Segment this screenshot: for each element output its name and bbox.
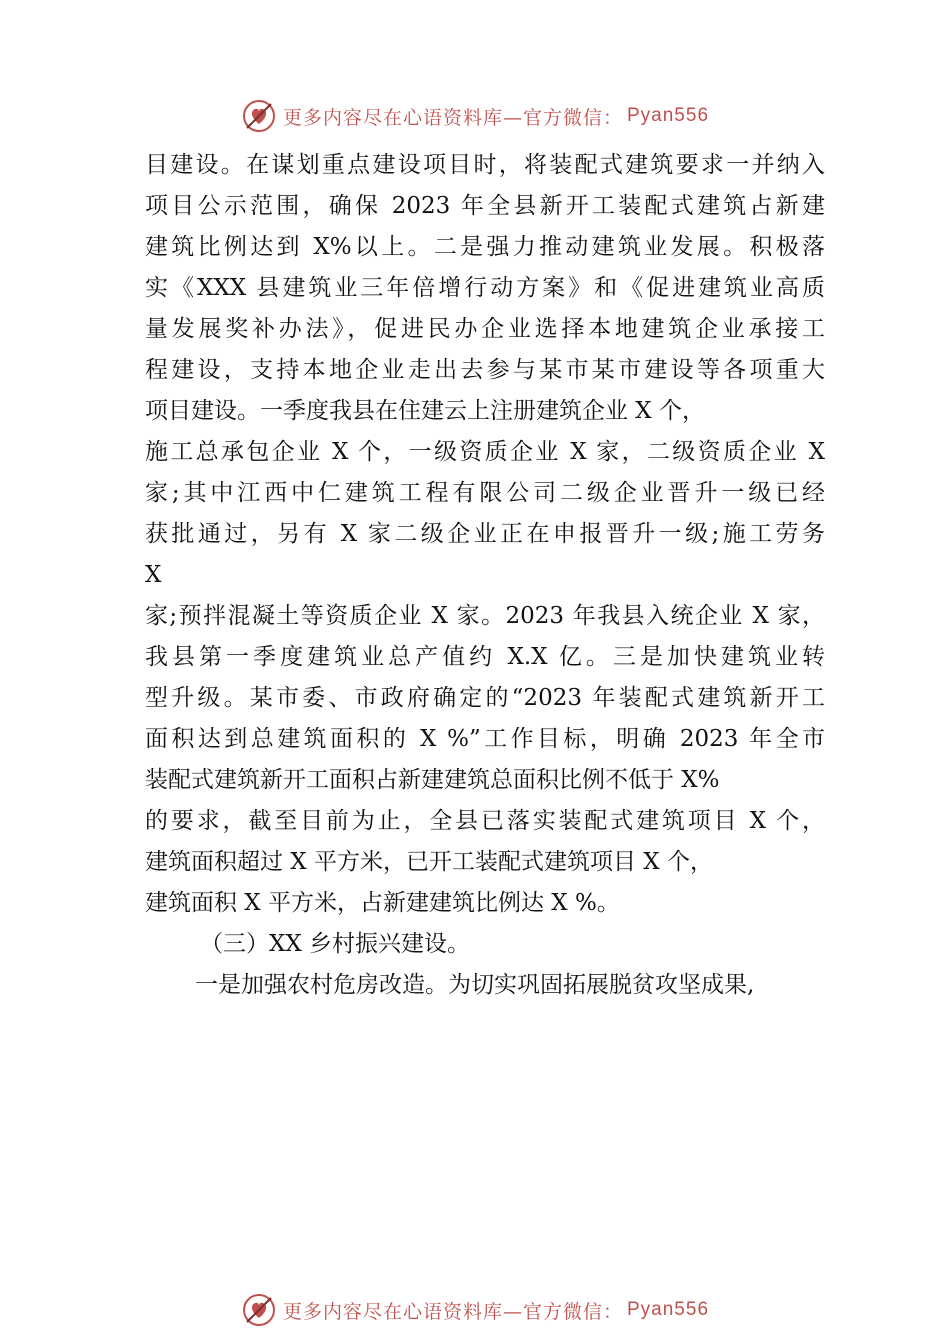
paragraph-line: 我县第一季度建筑业总产值约 X.X 亿。三是加快建筑业转 xyxy=(145,644,825,670)
section-heading: （三）XX 乡村振兴建设。 xyxy=(200,931,471,957)
watermark-handle: Pyan556 xyxy=(627,105,710,126)
paragraph-line: 建筑面积超过 X 平方米，已开工装配式建筑项目 X 个， xyxy=(145,849,713,875)
paragraph-line: 目建设。在谋划重点建设项目时，将装配式建筑要求一并纳入 xyxy=(145,152,825,178)
document-body xyxy=(145,145,825,1006)
paragraph-line: 家;其中江西中仁建筑工程有限公司二级企业晋升一级已经 xyxy=(145,480,825,506)
paragraph-line: 施工总承包企业 X 个，一级资质企业 X 家，二级资质企业 X xyxy=(145,439,825,465)
paragraph-line: 型升级。某市委、市政府确定的“2023 年装配式建筑新开工 xyxy=(145,685,825,711)
paragraph-line: 项目公示范围，确保 2023 年全县新开工装配式建筑占新建 xyxy=(145,193,825,219)
watermark-text: 更多内容尽在心语资料库—官方微信： xyxy=(282,1300,623,1323)
paragraph-line: 量发展奖补办法》，促进民办企业选择本地建筑企业承接工 xyxy=(145,316,825,342)
heart-arrow-logo-icon xyxy=(241,1292,277,1328)
watermark-header xyxy=(0,96,950,136)
watermark-footer xyxy=(0,1290,950,1330)
paragraph-line: 家;预拌混凝土等资质企业 X 家。2023 年我县入统企业 X 家， xyxy=(145,603,825,629)
paragraph-line: 面积达到总建筑面积的 X %”工作目标，明确 2023 年全市 xyxy=(145,726,825,752)
paragraph-line: 实《XXX 县建筑业三年倍增行动方案》和《促进建筑业高质 xyxy=(145,275,825,301)
paragraph-line: 建筑比例达到 X%以上。二是强力推动建筑业发展。积极落 xyxy=(145,234,825,260)
watermark-text: 更多内容尽在心语资料库—官方微信： xyxy=(282,106,623,129)
heart-arrow-logo-icon xyxy=(241,98,277,134)
paragraph-line: 获批通过，另有 X 家二级企业正在申报晋升一级;施工劳务 xyxy=(145,521,825,547)
paragraph-line: 程建设，支持本地企业走出去参与某市某市建设等各项重大 xyxy=(145,357,825,383)
paragraph-line: 项目建设。一季度我县在住建云上注册建筑企业 X 个， xyxy=(145,398,705,424)
paragraph-line: 的要求，截至目前为止，全县已落实装配式建筑项目 X 个， xyxy=(145,808,825,834)
watermark-handle: Pyan556 xyxy=(627,1299,710,1320)
paragraph-line: 建筑面积 X 平方米，占新建建筑比例达 X %。 xyxy=(145,890,620,916)
paragraph-line: X xyxy=(145,562,162,588)
paragraph-line: 一是加强农村危房改造。为切实巩固拓展脱贫攻坚成果, xyxy=(195,972,755,998)
paragraph-line: 装配式建筑新开工面积占新建建筑总面积比例不低于 X% xyxy=(145,767,720,793)
